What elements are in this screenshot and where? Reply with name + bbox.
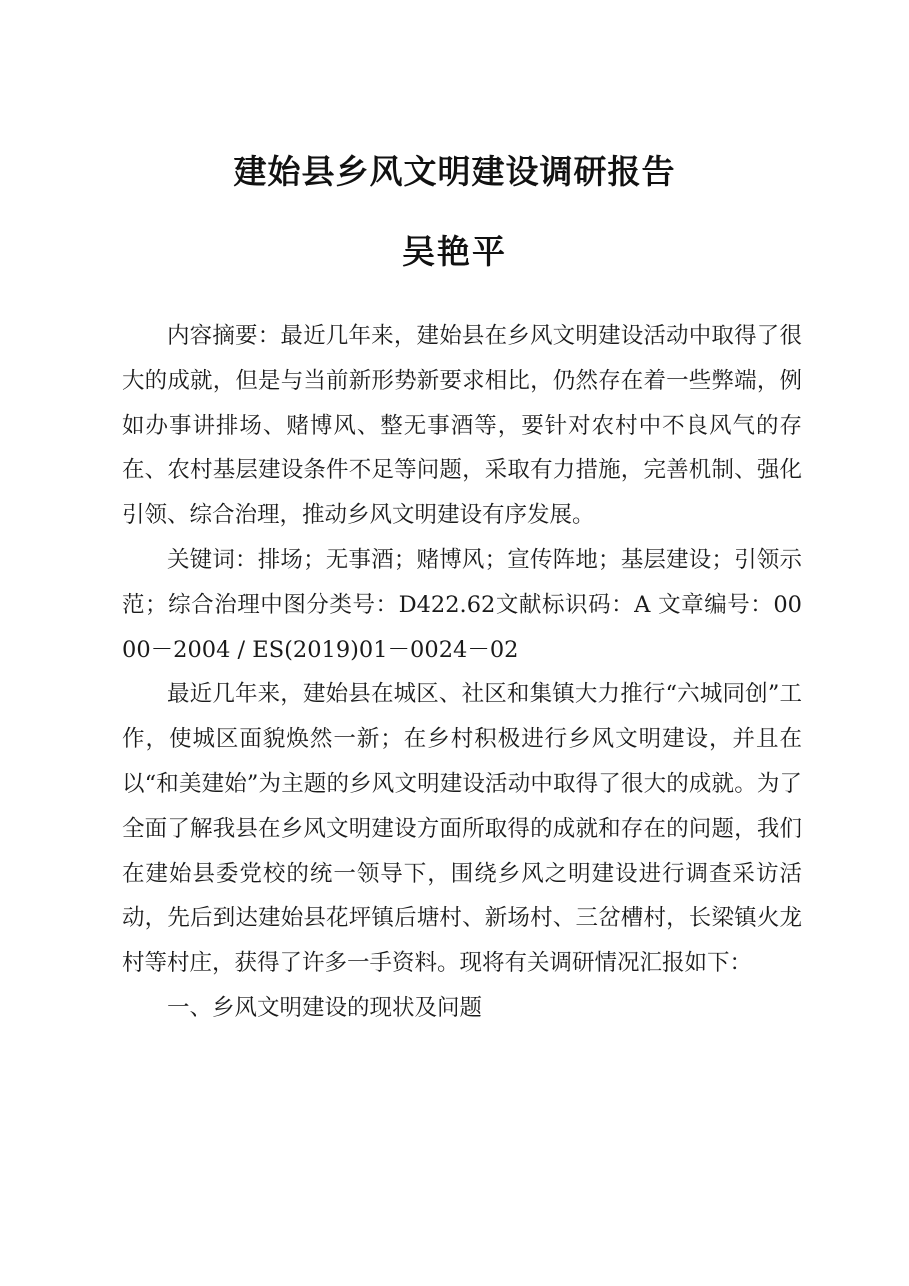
document-body [122, 314, 802, 1031]
document-author: 吴艳平 [402, 232, 507, 271]
abstract-paragraph: 内容摘要：最近几年来，建始县在乡风文明建设活动中取得了很大的成就，但是与当前新形势新要求相比，仍然存在着一些弊端，例如办事讲排场、赌博风、整无事酒等，要针对农村中不良风气的存在、农村基层建设条件不足等问题，采取有力措施，完善机制、强化引领、综合治理，推动乡风文明建设有序发展。 [122, 323, 802, 529]
section-heading: 一、乡风文明建设的现状及问题 [167, 994, 483, 1021]
intro-paragraph: 最近几年来，建始县在城区、社区和集镇大力推行“六城同创”工作，使城区面貌焕然一新；在乡村积极进行乡风文明建设，并且在以“和美建始”为主题的乡风文明建设活动中取得了很大的成就。为了全面了解我县在乡风文明建设方面所取得的成就和存在的问题，我们在建始县委党校的统一领导下，围绕乡风之明建设进行调查采访活动，先后到达建始县花坪镇后塘村、新场村、三岔槽村，长梁镇火龙村等村庄，获得了许多一手资料。现将有关调研情况汇报如下： [122, 681, 802, 977]
document-title: 建始县乡风文明建设调研报告 [233, 152, 676, 191]
keywords-paragraph: 关键词：排场；无事酒；赌博风；宣传阵地；基层建设；引领示范；综合治理中图分类号：D422.62文献标识码：A 文章编号：0000－2004 / ES(2019)01－0024－02 [122, 546, 802, 663]
